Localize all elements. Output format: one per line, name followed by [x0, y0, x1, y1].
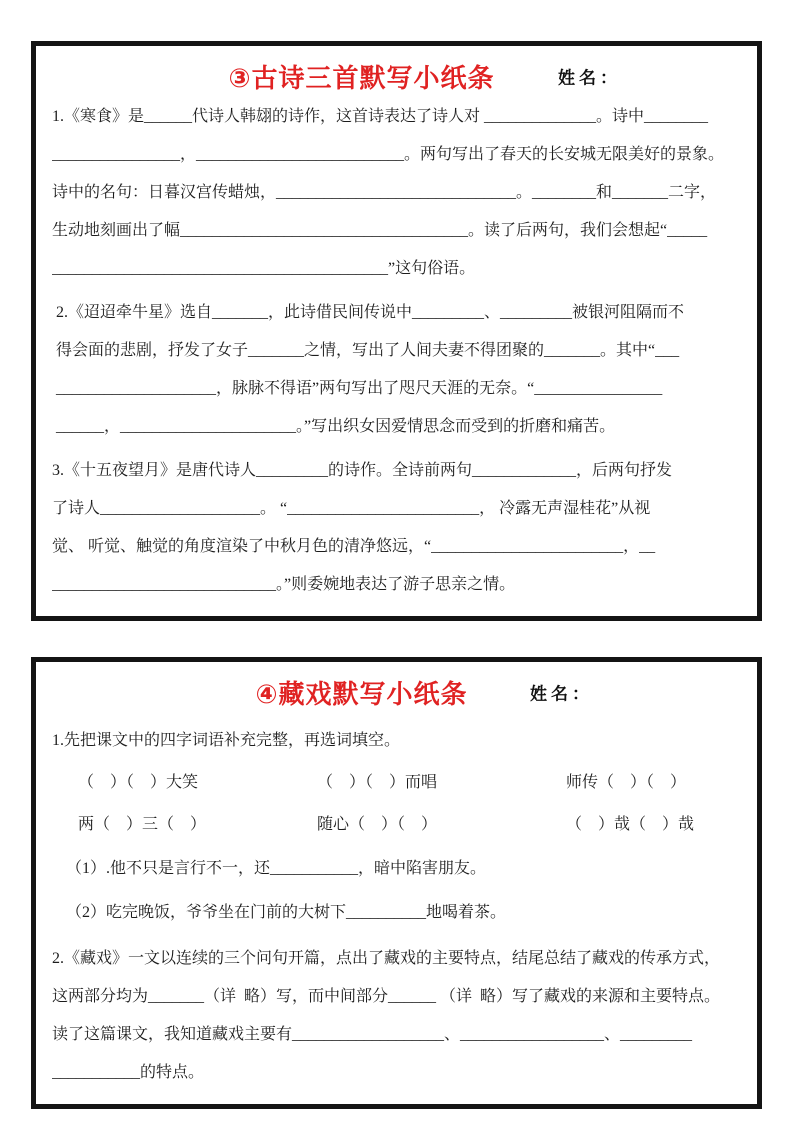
text-line: 2.《迢迢牵牛星》选自_______，此诗借民间传说中_________、_________被银河阻隔而不 — [52, 304, 685, 321]
word-completion-row-1 — [52, 764, 741, 802]
text-line: __________________________________________”这句俗语。 — [52, 260, 476, 277]
text-line: 2.《藏戏》一文以连续的三个问句开篇，点出了藏戏的主要特点，结尾总结了藏戏的传承方式， — [52, 950, 721, 967]
question-words-intro: 1.先把课文中的四字词语补充完整，再选词填空。 — [52, 732, 401, 749]
worksheet-card-poems — [31, 41, 762, 621]
text-line: 1.《寒食》是______代诗人韩翃的诗作，这首诗表达了诗人对 ______________。诗中________ — [52, 108, 709, 125]
fill-in-sentence-2: （2）吃完晚饭，爷爷坐在门前的大树下__________地喝着茶。 — [66, 904, 507, 921]
question-tiaotiao — [52, 294, 741, 446]
question-zangxi-structure — [52, 940, 741, 1092]
name-field-label: 姓名： — [558, 68, 621, 88]
text-line: 生动地刻画出了幅____________________________________。读了后两句，我们会想起“_____ — [52, 222, 708, 239]
text-line: 诗中的名句：日暮汉宫传蜡烛，______________________________。________和_______二字， — [52, 184, 717, 201]
text-line: 3.《十五夜望月》是唐代诗人_________的诗作。全诗前两句_____________，后两句抒发 — [52, 462, 673, 479]
word-blank: （ ）（ ）而唱 — [317, 774, 438, 791]
sheet-header — [52, 670, 741, 714]
text-line: 得会面的悲剧，抒发了女子_______之情，写出了人间夫妻不得团聚的_______。其中“___ — [52, 342, 680, 359]
sheet-title: ④藏戏默写小纸条 — [255, 678, 468, 709]
text-line: ________________，__________________________。两句写出了春天的长安城无限美好的景象。 — [52, 146, 725, 163]
text-line: ____________________，脉脉不得语”两句写出了咫尺天涯的无奈。“________________ — [52, 380, 663, 397]
word-blank: （ ）哉（ ）哉 — [566, 816, 695, 833]
text-line: 觉、 听觉、触觉的角度渲染了中秋月色的清净悠远，“________________________，__ — [52, 538, 656, 555]
text-line: ____________________________。”则委婉地表达了游子思亲之情。 — [52, 576, 516, 593]
fill-in-sentence-1: （1）.他不只是言行不一，还___________，暗中陷害朋友。 — [66, 860, 487, 877]
sheet-title: ③古诗三首默写小纸条 — [228, 62, 495, 93]
word-blank: 随心（ ）（ ） — [317, 816, 438, 833]
text-line: 这两部分均为_______（详 略）写，而中间部分______ （详 略）写了藏戏的来源和主要特点。 — [52, 988, 721, 1005]
word-completion-row-2 — [52, 806, 741, 844]
sheet-header — [52, 54, 741, 98]
word-blank: （ ）（ ）大笑 — [78, 774, 199, 791]
text-line: 了诗人____________________。 “________________________， 冷露无声湿桂花”从视 — [52, 500, 651, 517]
text-line: ___________的特点。 — [52, 1064, 205, 1081]
question-hanshi — [52, 98, 741, 288]
word-blank: 两（ ）三（ ） — [78, 816, 207, 833]
question-shiwuye — [52, 452, 741, 604]
word-blank: 师传（ ）（ ） — [566, 774, 687, 791]
text-line: ______，______________________。”写出织女因爱情思念而受到的折磨和痛苦。 — [52, 418, 616, 435]
name-field-label: 姓名： — [530, 684, 593, 704]
text-line: 读了这篇课文，我知道藏戏主要有___________________、__________________、_________ — [52, 1026, 693, 1043]
worksheet-card-zangxi — [31, 657, 762, 1109]
